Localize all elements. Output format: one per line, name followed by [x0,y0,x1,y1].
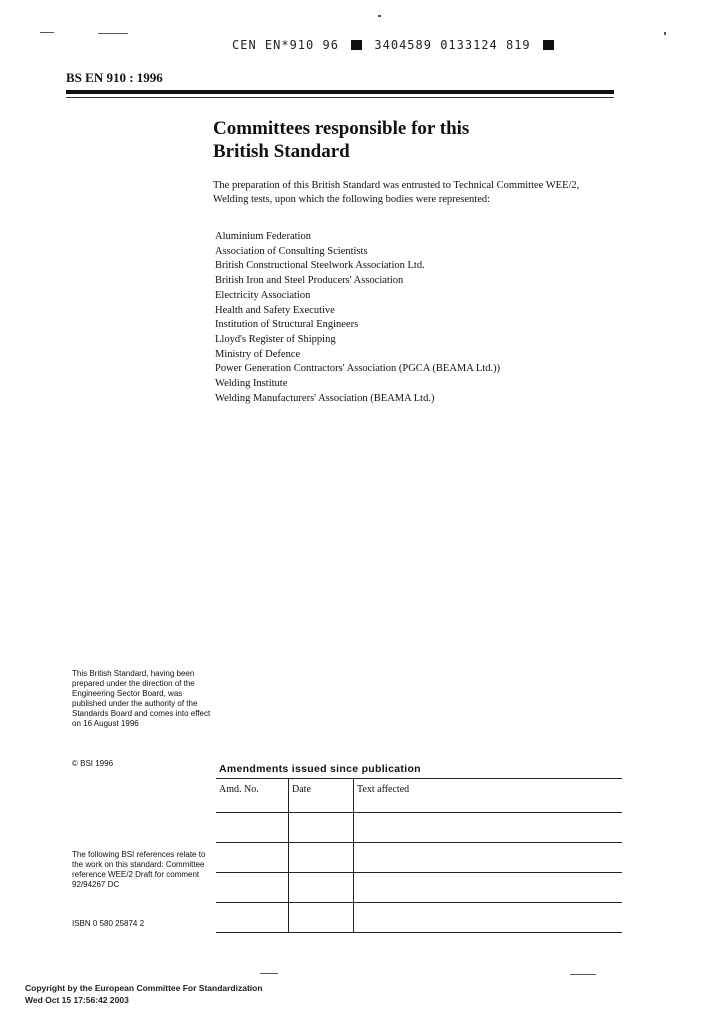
table-row [216,903,622,933]
scan-speck [260,973,278,974]
page-title-line2: British Standard [213,141,350,162]
page-title-line1: Committees responsible for this [213,118,470,139]
list-item: Lloyd's Register of Shipping [215,333,336,345]
table-header-row [216,779,622,813]
table-cell [289,813,354,843]
table-cell [354,843,623,873]
scan-speck [378,15,381,17]
page-title [213,117,593,163]
table-cell [216,813,289,843]
intro-paragraph: The preparation of this British Standard was entrusted to Technical Committee WEE/2, Welding tests, upon which the following bodies were represented: [213,180,580,205]
footer-copyright [25,982,263,1006]
represented-bodies-list [215,230,500,406]
table-cell [216,903,289,933]
bsi-references-note: The following BSI references relate to the work on this standard: Committee reference WEE/2 Draft for comment 92/94267 DC [72,850,206,889]
table-cell [354,903,623,933]
list-item: Institution of Structural Engineers [215,319,359,331]
amendments-title: Amendments issued since publication [219,763,421,775]
list-item: British Iron and Steel Producers' Association [215,275,404,287]
header-rule-thin [66,97,614,98]
footer-timestamp: Wed Oct 15 17:56:42 2003 [25,995,129,1005]
bsi-copyright: © BSI 1996 [72,759,114,768]
footer-line1: Copyright by the European Committee For Standardization [25,983,263,993]
scan-speck [40,32,54,33]
table-cell [289,843,354,873]
document-reference: BS EN 910 : 1996 [66,70,163,85]
list-item: Power Generation Contractors' Association (PGCA (BEAMA Ltd.)) [215,363,501,375]
scan-code-part2: 3404589 0133124 819 [374,38,531,52]
table-cell [216,873,289,903]
scan-speck [664,32,666,35]
table-cell [354,873,623,903]
scan-code-part1: CEN EN*910 96 [232,38,339,52]
table-row [216,873,622,903]
scan-speck [570,974,596,975]
scan-speck [98,33,128,34]
table-row [216,813,622,843]
scan-code [232,38,558,52]
list-item: Welding Institute [215,378,288,390]
amendments-table [216,778,622,933]
scan-block-mark [543,40,554,50]
table-cell [289,873,354,903]
list-item: Ministry of Defence [215,348,301,360]
list-item: Association of Consulting Scientists [215,245,368,257]
list-item: Aluminium Federation [215,231,311,242]
column-header-date: Date [289,779,354,813]
list-item: Welding Manufacturers' Association (BEAMA Ltd.) [215,392,435,404]
table-cell [216,843,289,873]
column-header-text-affected: Text affected [354,779,623,813]
table-row [216,843,622,873]
header-rule-thick [66,90,614,94]
isbn: ISBN 0 580 25874 2 [72,919,145,928]
column-header-amd-no: Amd. No. [216,779,289,813]
list-item: British Constructional Steelwork Association Ltd. [215,260,425,272]
table-cell [354,813,623,843]
list-item: Electricity Association [215,289,311,301]
scan-block-mark [351,40,362,50]
list-item: Health and Safety Executive [215,304,335,316]
table-cell [289,903,354,933]
publication-note: This British Standard, having been prepared under the direction of the Engineering Sector Board, was published under the authority of the Standards Board and comes into effect on 16 August 1996 [72,669,211,728]
